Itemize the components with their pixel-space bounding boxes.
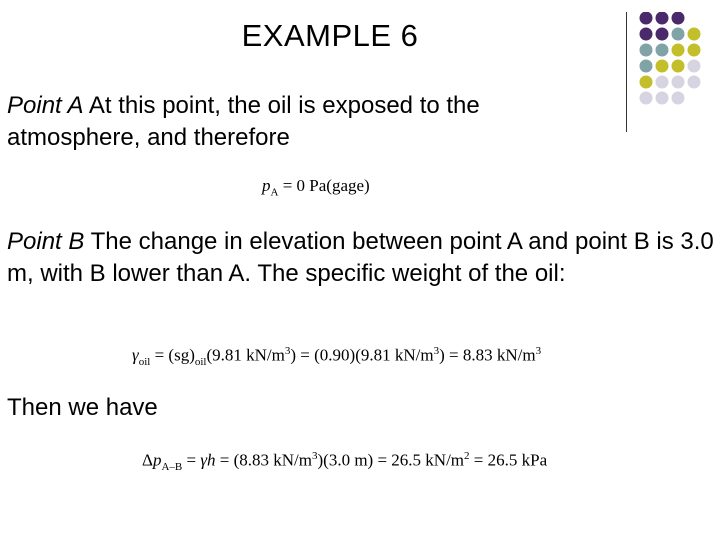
eq3-sup1: 3 [312, 450, 318, 462]
eq2-sup2: 3 [433, 345, 440, 357]
title-divider [626, 12, 627, 132]
eq2-sup1: 3 [284, 345, 291, 357]
decorative-dot [640, 60, 653, 73]
decorative-dot [672, 12, 685, 25]
eq2-part1: = (sg) [150, 345, 195, 365]
decorative-dot [688, 60, 701, 73]
decorative-dot [656, 12, 669, 25]
pressure-difference-equation [142, 450, 547, 473]
eq3-sup2: 2 [464, 450, 470, 462]
eq2-part4: ) = 8.83 kN/m [439, 345, 536, 365]
point-a-label: Point A [7, 92, 84, 119]
specific-weight-equation [132, 345, 541, 368]
decorative-dot [656, 92, 669, 105]
decorative-dot [656, 44, 669, 57]
pressure-a-equation [262, 176, 370, 198]
decorative-dot [656, 60, 669, 73]
dot-grid-decoration [636, 12, 720, 122]
decorative-dot [688, 28, 701, 41]
decorative-dot [688, 76, 701, 89]
decorative-dot [672, 92, 685, 105]
decorative-dot [640, 76, 653, 89]
decorative-dot [656, 28, 669, 41]
point-b-label: Point B [7, 228, 85, 255]
decorative-dot [672, 60, 685, 73]
eq2-sup3: 3 [535, 345, 542, 357]
point-b-paragraph [7, 226, 717, 290]
decorative-dot [640, 12, 653, 25]
decorative-dot [640, 92, 653, 105]
eq3-delta: Δ [142, 450, 153, 470]
eq1-rest: = 0 Pa(gage) [278, 176, 370, 195]
eq3-symbol: p [152, 450, 162, 470]
decorative-dot [656, 76, 669, 89]
decorative-dot [640, 28, 653, 41]
eq2-part2: (9.81 kN/m [206, 345, 285, 365]
eq1-subscript: A [270, 186, 279, 199]
eq1-symbol: p [262, 176, 271, 195]
eq3-part2: = (8.83 kN/m [215, 450, 312, 470]
eq2-gamma-sub: oil [138, 356, 151, 369]
eq3-part1: = [182, 450, 201, 470]
decorative-dot [672, 28, 685, 41]
point-b-text: The change in elevation between point A and point B is 3.0 m, with B lower than A. The specific weight of the oil: [7, 228, 714, 287]
then-paragraph: Then we have [7, 394, 158, 421]
eq2-part3: ) = (0.90)(9.81 kN/m [290, 345, 434, 365]
eq3-part4: = 26.5 kPa [469, 450, 548, 470]
decorative-dot [640, 44, 653, 57]
decorative-dot [688, 44, 701, 57]
eq3-part3: )(3.0 m) = 26.5 kN/m [317, 450, 465, 470]
eq3-subscript: A–B [161, 461, 183, 474]
decorative-dot [672, 44, 685, 57]
point-a-text: At this point, the oil is exposed to the atmosphere, and therefore [7, 92, 480, 151]
eq2-part1-sub: oil [194, 356, 207, 369]
eq2-gamma: γ [132, 345, 139, 365]
slide-title: EXAMPLE 6 [241, 18, 419, 53]
point-a-paragraph [7, 90, 607, 154]
decorative-dot [672, 76, 685, 89]
eq3-gamma-h: γh [200, 450, 216, 470]
